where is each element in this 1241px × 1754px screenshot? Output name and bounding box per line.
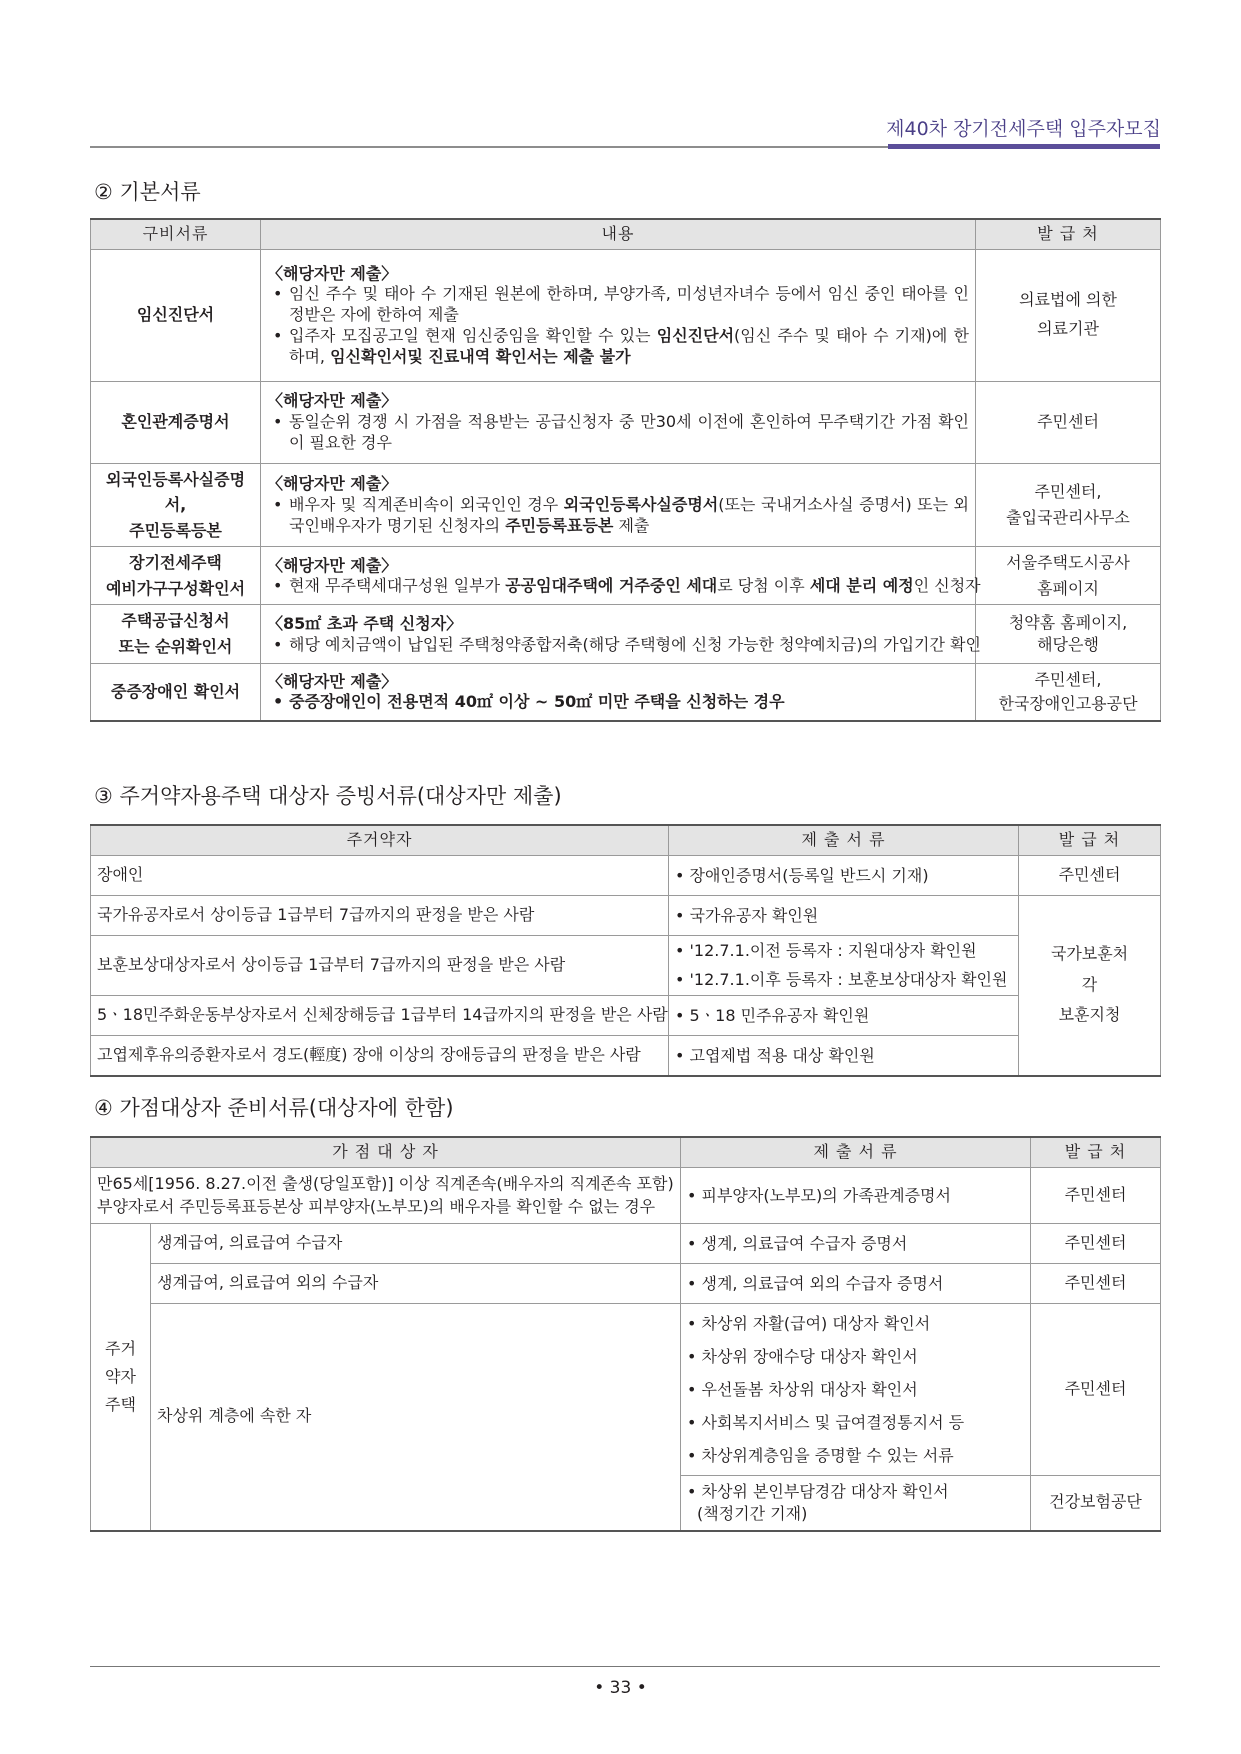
documents-cell: • 차상위 본인부담경감 대상자 확인서 (책정기간 기재) [681,1475,1031,1531]
page-number: • 33 • [594,1678,647,1698]
basic-documents-table [90,218,1161,722]
column-header: 발 급 처 [1019,825,1161,855]
issuer: 건강보험공단 [1031,1475,1161,1531]
content-item: • 현재 무주택세대구성원 일부가 공공임대주택에 거주중인 세대로 당첨 이후 세대 분리 예정인 신청자 [267,576,969,597]
column-header: 발 급 처 [1031,1137,1161,1167]
table-row [91,547,1161,605]
condition-label: 〈해당자만 제출〉 [267,263,398,283]
table-header-row [91,1137,1161,1167]
issuer: 주민센터, 한국장애인고용공단 [976,663,1161,721]
issuer: 주민센터 [1031,1303,1161,1475]
issuer: 서울주택도시공사 홈페이지 [976,547,1161,605]
documents-cell: • 생계, 의료급여 외의 수급자 증명서 [681,1263,1031,1303]
table-row [91,995,1161,1035]
condition-label: 〈해당자만 제출〉 [267,671,398,691]
table-row [91,1035,1161,1076]
column-header: 제 출 서 류 [669,825,1019,855]
section4-title: ④ 가점대상자 준비서류(대상자에 한함) [94,1096,454,1120]
documents-cell: • 생계, 의료급여 수급자 증명서 [681,1223,1031,1263]
table-row [91,895,1161,935]
vulnerable-housing-documents-table [90,824,1161,1077]
document-content [261,547,981,605]
document-content [261,605,981,663]
document-name: 혼인관계증명서 [91,381,261,463]
document-name: 주택공급신청서 또는 순위확인서 [91,605,261,663]
issuer: 주민센터 [1031,1223,1161,1263]
target-cell: 5ㆍ18민주화운동부상자로서 신체장해등급 1급부터 14급까지의 판정을 받은 사람 [91,995,669,1035]
documents-cell: • 장애인증명서(등록일 반드시 기재) [669,855,1019,895]
target-cell: 장애인 [91,855,669,895]
issuer: 국가보훈처 각 보훈지청 [1019,895,1161,1076]
column-header: 가 점 대 상 자 [91,1137,681,1167]
table-row [91,855,1161,895]
issuer: 의료법에 의한 의료기관 [976,249,1161,381]
column-header: 발 급 처 [976,219,1161,249]
table-row [91,605,1161,663]
column-header: 내용 [261,219,976,249]
documents-cell: • 피부양자(노부모)의 가족관계증명서 [681,1167,1031,1223]
document-content [261,463,976,547]
content-item: • 중증장애인이 전용면적 40㎡ 이상 ∼ 50㎡ 미만 주택을 신청하는 경우 [267,692,969,713]
issuer: 청약홈 홈페이지, 해당은행 [976,605,1161,663]
content-item: • 임신 주수 및 태아 수 기재된 원본에 한하며, 부양가족, 미성년자녀수 등에서 임신 중인 태아를 인정받은 자에 한하여 제출 [267,284,969,326]
table-row [91,663,1161,721]
target-cell: 생계급여, 의료급여 외의 수급자 [151,1263,681,1303]
content-item: • 입주자 모집공고일 현재 임신중임을 확인할 수 있는 임신진단서(임신 주수 및 태아 수 기재)에 한하며, 임신확인서및 진료내역 확인서는 제출 불가 [267,326,969,368]
document-name: 임신진단서 [91,249,261,381]
issuer: 주민센터 [1031,1167,1161,1223]
issuer: 주민센터 [1019,855,1161,895]
document-content [261,249,976,381]
table-row [91,1223,1161,1263]
documents-cell: • 고엽제법 적용 대상 확인원 [669,1035,1019,1076]
documents-cell: • 차상위 자활(급여) 대상자 확인서 • 차상위 장애수당 대상자 확인서 • 우선돌봄 차상위 대상자 확인서 • 사회복지서비스 및 급여결정통지서 등 • 차상위계층임을 증명할 수 있는 서류 [681,1303,1031,1475]
issuer: 주민센터 [976,381,1161,463]
condition-label: 〈해당자만 제출〉 [267,391,398,411]
section2-title: ② 기본서류 [94,180,201,204]
condition-label: 〈85㎡ 초과 주택 신청자〉 [267,613,463,633]
target-cell: 보훈보상대상자로서 상이등급 1급부터 7급까지의 판정을 받은 사람 [91,935,669,995]
issuer: 주민센터 [1031,1263,1161,1303]
table-header-row [91,825,1161,855]
document-content [261,663,976,721]
document-name: 장기전세주택 예비가구구성확인서 [91,547,261,605]
column-header: 제 출 서 류 [681,1137,1031,1167]
issuer: 주민센터, 출입국관리사무소 [976,463,1161,547]
table-row [91,1263,1161,1303]
table-row [91,463,1161,547]
bonus-points-documents-table [90,1136,1161,1532]
documents-cell: • '12.7.1.이전 등록자 : 지원대상자 확인원 • '12.7.1.이후 등록자 : 보훈보상대상자 확인원 [669,935,1019,995]
target-cell: 고엽제후유의증환자로서 경도(輕度) 장애 이상의 장애등급의 판정을 받은 사람 [91,1035,669,1076]
footer-rule [90,1666,1160,1667]
target-cell: 만65세[1956. 8.27.이전 출생(당일포함)] 이상 직계존속(배우자의 직계존속 포함) 부양자로서 주민등록표등본상 피부양자(노부모)의 배우자를 확인할 수 없는 경우 [91,1167,681,1223]
column-header: 구비서류 [91,219,261,249]
table-row [91,935,1161,995]
document-content [261,381,976,463]
documents-cell: • 국가유공자 확인원 [669,895,1019,935]
header-accent-bar [888,144,1160,149]
table-row [91,1303,1161,1475]
header-title: 제40차 장기전세주택 입주자모집 [886,118,1161,140]
condition-label: 〈해당자만 제출〉 [267,474,398,494]
section3-title: ③ 주거약자용주택 대상자 증빙서류(대상자만 제출) [94,784,562,808]
condition-label: 〈해당자만 제출〉 [267,555,398,575]
target-cell: 생계급여, 의료급여 수급자 [151,1223,681,1263]
content-item: • 해당 예치금액이 납입된 주택청약종합저축(해당 주택형에 신청 가능한 청약예치금)의 가입기간 확인 [267,635,969,656]
content-item: • 동일순위 경쟁 시 가점을 적용받는 공급신청자 중 만30세 이전에 혼인하여 무주택기간 가점 확인이 필요한 경우 [267,412,969,454]
table-row [91,249,1161,381]
table-row [91,381,1161,463]
document-name: 중증장애인 확인서 [91,663,261,721]
table-header-row [91,219,1161,249]
content-item: • 배우자 및 직계존비속이 외국인인 경우 외국인등록사실증명서(또는 국내거소사실 증명서) 또는 외국인배우자가 명기된 신청자의 주민등록표등본 제출 [267,495,969,537]
table-row [91,1167,1161,1223]
document-name: 외국인등록사실증명서, 주민등록등본 [91,463,261,547]
target-cell: 차상위 계층에 속한 자 [151,1303,681,1531]
target-cell: 국가유공자로서 상이등급 1급부터 7급까지의 판정을 받은 사람 [91,895,669,935]
group-label: 주거 약자 주택 [91,1223,151,1531]
column-header: 주거약자 [91,825,669,855]
documents-cell: • 5ㆍ18 민주유공자 확인원 [669,995,1019,1035]
